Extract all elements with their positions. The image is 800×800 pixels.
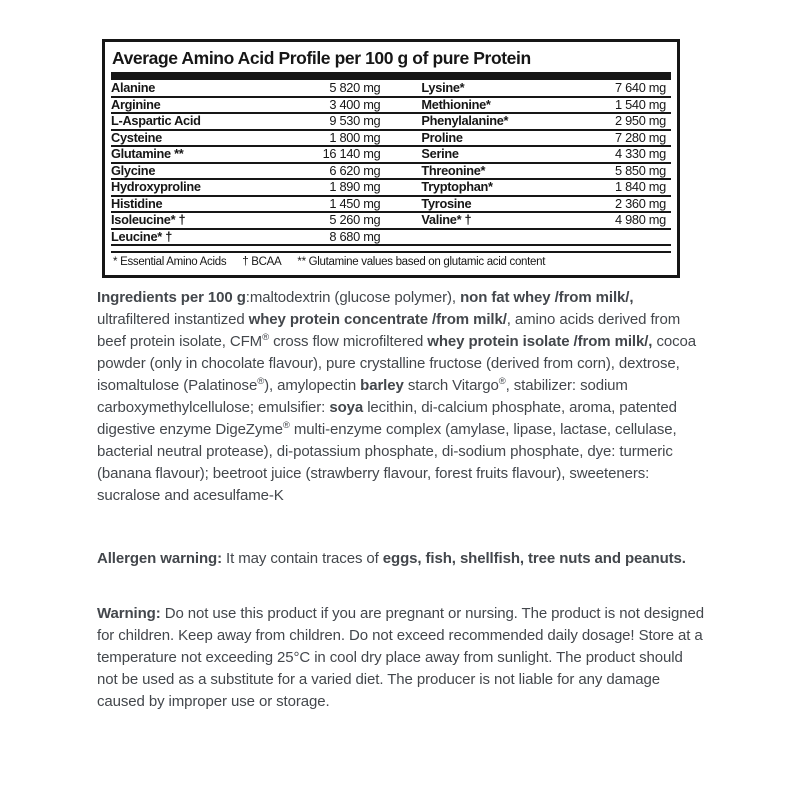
amino-value-cell: 6 620 mg <box>329 162 381 178</box>
footnote-essential: * Essential Amino Acids <box>113 256 227 268</box>
amino-name-cell: Glutamine ** <box>111 146 184 161</box>
table-header-bar <box>111 72 671 80</box>
amino-value-cell: 2 950 mg <box>615 113 666 128</box>
amino-name-cell: L-Aspartic Acid <box>111 113 201 128</box>
amino-name-cell: Serine <box>421 146 459 161</box>
amino-name-cell: Leucine* † <box>111 228 173 244</box>
bold-text-segment: Allergen warning: <box>97 550 222 567</box>
bold-text-segment: whey protein concentrate /from milk/ <box>248 311 507 328</box>
amino-value-cell <box>553 230 671 245</box>
registered-mark: ® <box>282 420 290 431</box>
amino-value-cell: 1 840 mg <box>615 179 666 194</box>
registered-mark: ® <box>498 376 506 387</box>
allergen-warning-paragraph <box>97 548 705 570</box>
registered-mark: ® <box>262 332 269 343</box>
amino-name-cell: Cysteine <box>111 129 162 145</box>
table-row <box>111 114 671 131</box>
text-segment: lecithin, di-calcium phosphate, aroma, patented digestive enzyme DigeZyme <box>97 399 677 438</box>
amino-value-cell: 5 820 mg <box>329 80 381 95</box>
table-row <box>111 197 671 214</box>
text-segment: It may contain traces of <box>221 550 383 567</box>
text-segment: , amino acids derived from beef protein isolate, CFM <box>97 311 681 350</box>
amino-value-cell: 2 360 mg <box>615 195 666 211</box>
table-row <box>111 213 671 230</box>
registered-mark: ® <box>257 376 265 387</box>
bold-text-segment: non fat whey /from milk/, <box>460 289 634 306</box>
amino-name-cell: Alanine <box>111 80 156 95</box>
footnote-bcaa: † BCAA <box>242 256 282 268</box>
table-row <box>111 164 671 181</box>
amino-name-cell: Histidine <box>111 195 163 211</box>
amino-value-cell: 4 330 mg <box>615 146 666 161</box>
amino-value-cell: 1 540 mg <box>615 96 666 112</box>
amino-name-cell: Hydroxyproline <box>111 179 201 194</box>
bold-text-segment: eggs, fish, shellfish, tree nuts and peanuts. <box>382 550 686 567</box>
text-segment: Do not use this product if you are pregnant or nursing. The product is not designed for children. Keep away from children. Do not exceed recommended daily dosage! Store at a temperature not exceeding 25°C in cool dry place away from sunlight. The product should not be used as a substitute for a varied diet. The producer is not liable for any damage caused by improper use or storage. <box>97 605 704 710</box>
bold-text-segment: barley <box>360 377 404 394</box>
text-segment: starch Vitargo <box>403 377 499 394</box>
amino-value-cell: 5 260 mg <box>329 212 381 227</box>
table-row <box>111 81 671 98</box>
amino-name-cell: Arginine <box>111 96 161 112</box>
amino-value-cell: 4 980 mg <box>615 212 666 227</box>
bold-text-segment: Ingredients per 100 g <box>97 289 246 306</box>
text-segment: multi-enzyme complex (amylase, lipase, lactase, cellulase, bacterial neutral protease), di-potassium phosphate, di-sodium phosphate, dye: turmeric (banana flavour); beetroot juice (strawberry flavour, forest fruits flavour), sweeteners: sucralose and acesulfame-K <box>97 421 677 504</box>
amino-name-cell <box>385 230 553 245</box>
amino-name-cell: Tryptophan* <box>421 179 493 194</box>
amino-name-cell: Threonine* <box>421 162 486 178</box>
amino-value-cell: 7 280 mg <box>615 129 666 145</box>
table-row <box>111 147 671 164</box>
text-segment: cross flow microfiltered <box>269 333 428 350</box>
table-row <box>111 98 671 115</box>
table-rows <box>105 81 677 246</box>
amino-name-cell: Proline <box>421 129 463 145</box>
amino-value-cell: 3 400 mg <box>329 96 381 112</box>
table-footnote <box>105 253 677 275</box>
amino-value-cell: 9 530 mg <box>329 113 381 128</box>
amino-name-cell: Valine* † <box>421 212 472 227</box>
amino-name-cell: Glycine <box>111 162 156 178</box>
table-row <box>111 131 671 148</box>
footnote-glutamine: ** Glutamine values based on glutamic acid content <box>297 256 546 268</box>
text-segment: , stabilizer: sodium carboxymethylcellulose; emulsifier: <box>97 377 628 416</box>
text-segment: ), amylopectin <box>264 377 361 394</box>
amino-acid-table <box>102 39 680 278</box>
bold-text-segment: soya <box>329 399 364 416</box>
amino-value-cell: 1 450 mg <box>329 195 381 211</box>
amino-name-cell: Methionine* <box>421 96 491 112</box>
text-segment: cocoa powder (only in chocolate flavour), pure crystalline fructose (derived from corn), dextrose, isomaltulose (Palatinose <box>97 333 696 394</box>
amino-value-cell: 5 850 mg <box>615 162 666 178</box>
amino-name-cell: Phenylalanine* <box>421 113 509 128</box>
table-title: Average Amino Acid Profile per 100 g of pure Protein <box>112 48 531 68</box>
table-row <box>111 230 671 247</box>
amino-value-cell: 8 680 mg <box>329 228 381 244</box>
amino-value-cell: 1 890 mg <box>329 179 381 194</box>
amino-name-cell: Lysine* <box>421 80 465 95</box>
amino-name-cell: Tyrosine <box>421 195 472 211</box>
text-segment: :maltodextrin (glucose polymer), <box>245 289 461 306</box>
ingredients-paragraph <box>97 287 705 507</box>
bold-text-segment: whey protein isolate /from milk/, <box>427 333 657 350</box>
amino-value-cell: 1 800 mg <box>329 129 381 145</box>
text-segment: ultrafiltered instantized <box>97 311 249 328</box>
amino-name-cell: Isoleucine* † <box>111 212 186 227</box>
bold-text-segment: Warning: <box>97 605 161 622</box>
amino-value-cell: 16 140 mg <box>322 146 381 161</box>
amino-value-cell: 7 640 mg <box>615 80 666 95</box>
table-row <box>111 180 671 197</box>
warning-paragraph <box>97 603 705 713</box>
